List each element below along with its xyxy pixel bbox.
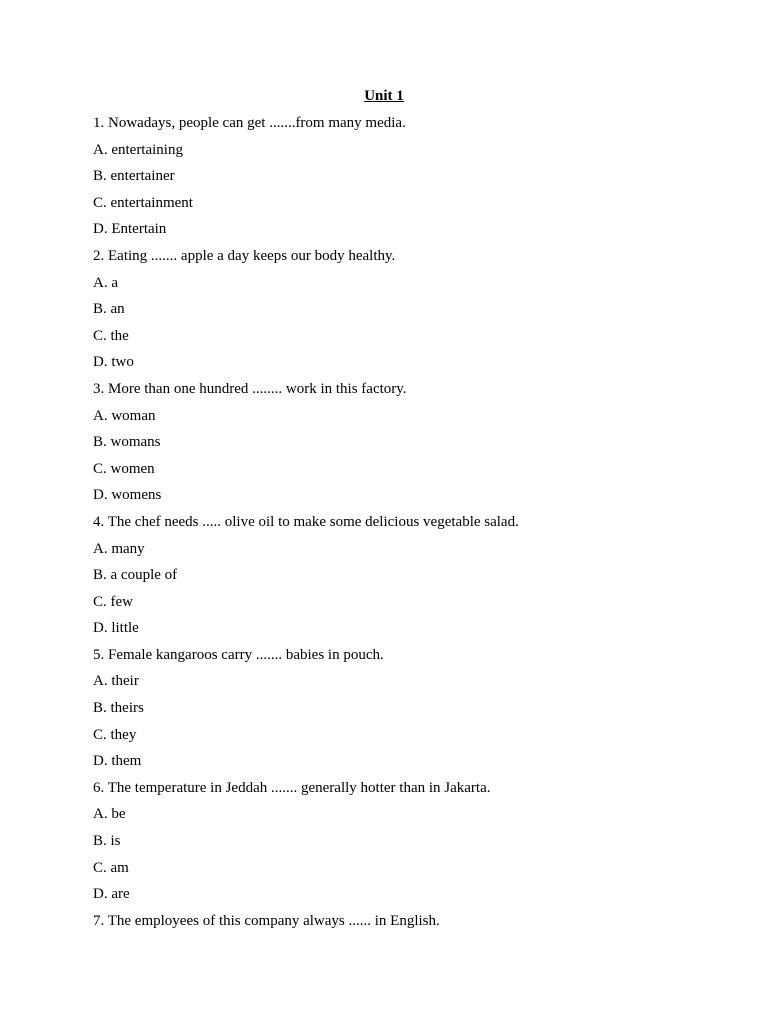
answer-option: C. am (93, 859, 129, 876)
answer-option: B. an (93, 301, 125, 318)
answer-option: C. entertainment (93, 194, 193, 211)
answer-option: A. entertaining (93, 141, 183, 158)
answer-option: D. two (93, 354, 134, 371)
answer-option: B. a couple of (93, 567, 178, 584)
question-text: 7. The employees of this company always ...... in English. (93, 912, 440, 929)
answer-option: C. the (93, 327, 129, 344)
answer-option: D. them (93, 753, 142, 770)
answer-option: C. few (93, 593, 133, 610)
answer-option: D. womens (93, 487, 162, 504)
answer-option: A. their (93, 673, 139, 690)
question-text: 4. The chef needs ..... olive oil to make some delicious vegetable salad. (93, 513, 519, 530)
answer-option: B. entertainer (93, 168, 175, 185)
answer-option: B. theirs (93, 700, 144, 717)
question-text: 2. Eating ....... apple a day keeps our body healthy. (93, 247, 396, 264)
answer-option: D. Entertain (93, 221, 167, 238)
question-list (93, 113, 713, 937)
answer-option: D. little (93, 620, 139, 637)
answer-option: B. womans (93, 434, 161, 451)
answer-option: D. are (93, 886, 130, 903)
question-text: 1. Nowadays, people can get .......from many media. (93, 115, 406, 131)
answer-option: B. is (93, 833, 121, 850)
answer-option: C. women (93, 460, 155, 477)
answer-option: C. they (93, 726, 137, 743)
page-title: Unit 1 (364, 88, 404, 104)
answer-option: A. woman (93, 407, 156, 424)
answer-option: A. many (93, 540, 145, 557)
answer-option: A. a (93, 274, 118, 291)
question-text: 3. More than one hundred ........ work in this factory. (93, 380, 407, 397)
answer-option: A. be (93, 806, 126, 823)
question-text: 5. Female kangaroos carry ....... babies in pouch. (93, 646, 384, 663)
question-text: 6. The temperature in Jeddah ....... generally hotter than in Jakarta. (93, 779, 491, 796)
